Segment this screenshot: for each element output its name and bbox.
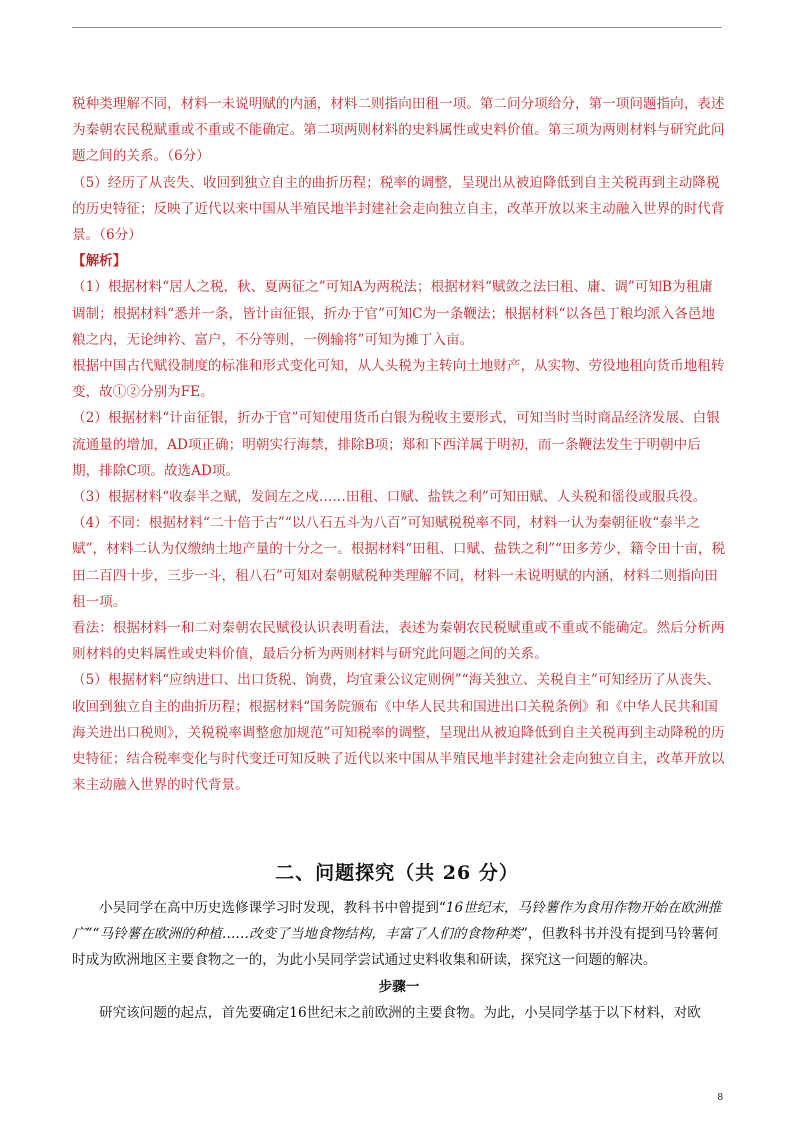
analysis-item-1: （1）根据材料“居人之税，秋、夏两征之”可知A为两税法；根据材料“赋敛之法曰租、庸、调”可知B为租庸调制；根据材料“悉并一条，皆计亩征银，折办于官”可知C为一条鞭法；根据材料“以各邑丁粮均派入各邑地粮之内，无论绅衿、富户，不分等则，一例输将”可知为摊丁入亩。 (72, 279, 715, 348)
intro-paragraph (72, 895, 726, 974)
header-rule (72, 27, 722, 28)
analysis-item-5: （5）根据材料“应纳进口、出口货税、饷费，均宜秉公议定则例”“海关独立、关税自主”可知经历了从丧失、收回到独立自主的曲折历程；根据材料“国务院颁布《中华人民共和国进出口关税条例》和《中华人民共和国海关进出口税则》，关税税率调整愈加规范”可知税率的调整，呈现出从被迫降低到自主关税再到主动降税的历史特征；结合税率变化与时代变迁可知反映了近代以来中国从半殖民地半封建社会走向独立自主，改革开放以来主动融入世界的时代背景。 (72, 672, 725, 794)
intro-start: 小吴同学在高中历史选修课学习时发现，教科书中曾提到“ (99, 900, 446, 916)
question-body (72, 895, 726, 1026)
analysis-item-2: （2）根据材料“计亩征银，折办于官”可知使用货币白银为税收主要形式，可知当时当时商品经济发展、白银流通量的增加，AD项正确；明朝实行海禁，排除B项；郑和下西洋属于明初，而一条鞭法发生于明朝中后期，排除C项。故选AD项。 (72, 410, 720, 479)
section-title: 二、问题探究（共 26 分） (275, 862, 519, 884)
textbook-quote: 16世纪末，马铃薯作为食用作物开始在欧洲推广”“马铃薯在欧洲的种植……改变了当地食物结构，丰富了人们的食物种类 (72, 900, 722, 943)
page-number: 8 (717, 1092, 723, 1103)
answer-section (72, 91, 726, 798)
analysis-item-3: （3）根据材料“收泰半之赋，发闾左之戍……田租、口赋、盐铁之利”可知田赋、人头税和徭役或服兵役。 (72, 489, 707, 506)
intro-end: ”，但教科书并没有提到马铃薯何时成为欧洲地区主要食物之一的，为此小吴同学尝试通过史料收集和研读，探究这一问题的解决。 (72, 926, 719, 969)
analysis-item-4-view: 看法：根据材料一和二对秦朝农民赋役认识表明看法，表述为秦朝农民税赋重或不重或不能确定。然后分析两则材料的史料属性或史料价值，最后分析为两则材料与研究此问题之间的关系。 (72, 620, 725, 663)
analysis-item-1-continued: 根据中国古代赋役制度的标准和形式变化可知，从人头税为主转向土地财产，从实物、劳役地租向货币地租转变，故①②分别为FE。 (72, 358, 725, 401)
step-paragraph: 研究该问题的起点，首先要确定16世纪末之前欧洲的主要食物。为此，小吴同学基于以下材料，对欧 (99, 1004, 701, 1021)
analysis-item-4: （4）不同：根据材料“二十倍于古”“以八石五斗为八百”可知赋税税率不同，材料一认为秦朝征收“泰半之赋”，材料二认为仅缴纳土地产量的十分之一。根据材料“田租、口赋、盐铁之利”“田多芳少，籍令田十亩，税田二百四十步，三步一斗，租八石”可知对秦朝赋税种类理解不同，材料一未说明赋的内涵，材料二则指向田租一项。 (72, 515, 726, 610)
step-title: 步骤一 (378, 978, 420, 995)
answer-paragraph-4-tail: 税种类理解不同，材料一未说明赋的内涵，材料二则指向田租一项。第二问分项给分，第一项问题指向，表述为秦朝农民税赋重或不重或不能确定。第二项两则材料的史料属性或史料价值。第三项为两则材料与研究此问题之间的关系。（6分） (72, 96, 725, 165)
analysis-heading: 【解析】 (72, 253, 127, 270)
answer-paragraph-5: （5）经历了从丧失、收回到独立自主的曲折历程；税率的调整，呈现出从被迫降低到自主关税再到主动降税的历史特征；反映了近代以来中国从半殖民地半封建社会走向独立自主，改革开放以来主动融入世界的时代背景。（6分） (72, 174, 725, 244)
